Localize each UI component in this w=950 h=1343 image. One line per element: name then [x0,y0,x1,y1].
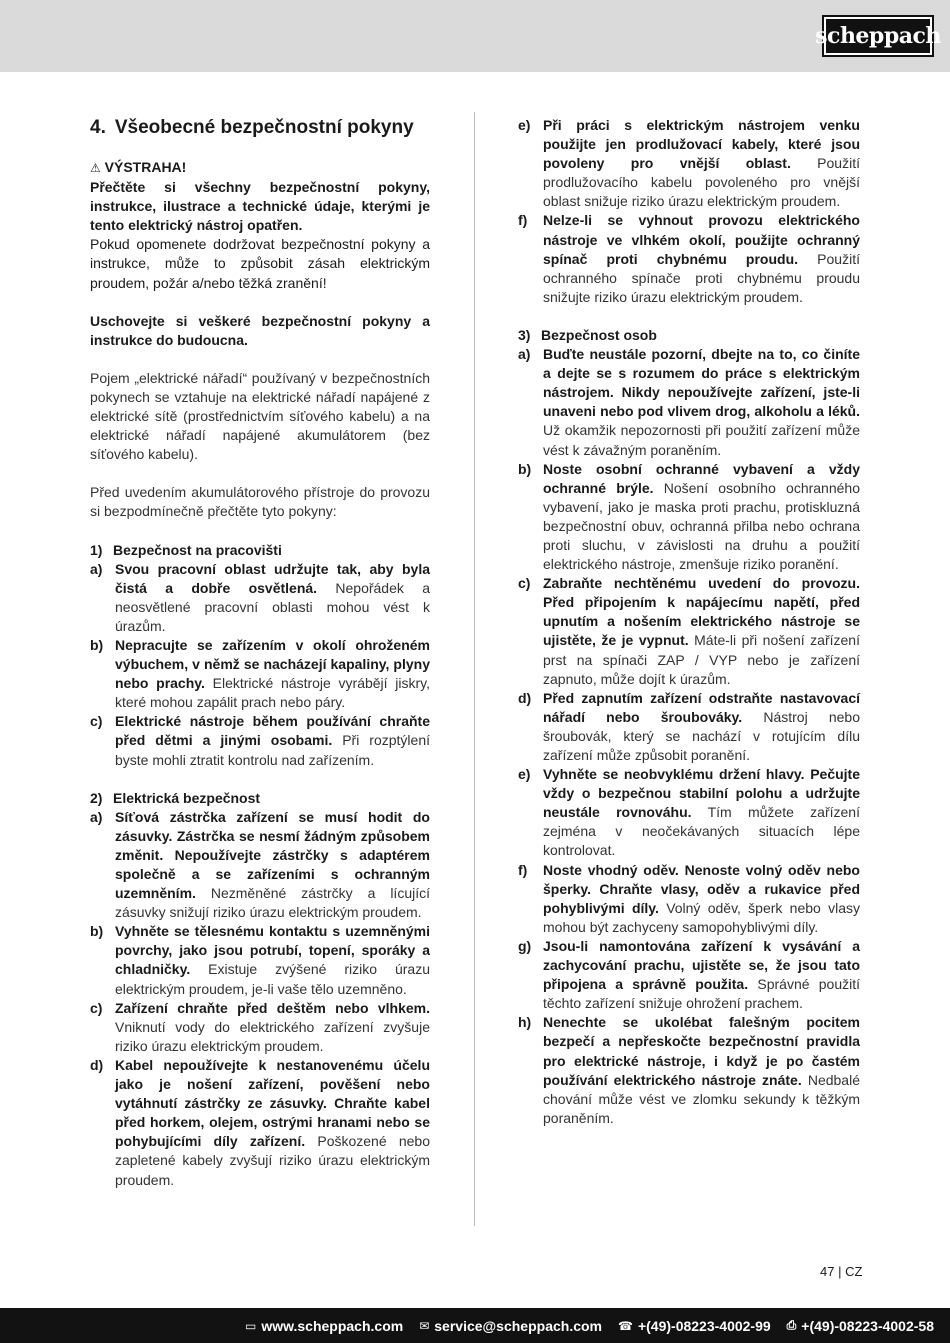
list-item: b) Noste osobní ochranné vybavení a vždy ochranné brýle. Nošení osobního ochranného vybavení, jako je maska proti prachu, protiskluzná bezpečnostní obuv, ochranná přilba nebo ochrana proti sluchu, v závislosti na druhu a použití elektrického nástroje, zmenšuje riziko poranění. [518,460,860,573]
battery-paragraph: Před uvedením akumulátorového přístroje do provozu si bezpodmínečně přečtěte tyto pokyny: [90,484,430,520]
list-item: d) Kabel nepoužívejte k nestanovenému účelu jako je nošení zařízení, pověšení nebo vytáhnutí zástrčky ze zásuvky. Chraňte kabel před horkem, olejem, ostrými hranami nebo se pohybujícími díly zařízení. Poškozené nebo zapletené kabely zvyšují riziko úrazu elektrickým proudem. [90,1056,430,1188]
list-item: f) Noste vhodný oděv. Nenoste volný oděv nebo šperky. Chraňte vlasy, oděv a rukavice před pohyblivými díly. Volný oděv, šperk nebo vlasy mohou být zachyceny samopohyblivými díly. [518,861,860,935]
warning-triangle-icon: ⚠ [90,161,101,175]
list-item: a) Svou pracovní oblast udržujte tak, aby byla čistá a dobře osvětlená. Nepořádek a neosvětlené pracovní oblasti mohou vést k úrazům. [90,560,430,634]
section-title-text: Všeobecné bezpečnostní pokyny [114,117,414,138]
subsection-heading: 2) Elektrická bezpečnost [90,789,261,806]
section-title [90,116,430,140]
list-item: c) Zařízení chraňte před deštěm nebo vlhkem. Vniknutí vody do elektrického zařízení zvyšuje riziko úrazu elektrickým proudem. [90,999,430,1054]
list-item: b) Nepracujte se zařízením v okolí ohroženém výbuchem, v němž se nacházejí kapaliny, plyny nebo prachy. Elektrické nástroje vyrábějí jiskry, které mohou zapálit prach nebo páry. [90,636,430,711]
warning-bold-text: Přečtěte si všechny bezpečnostní pokyny, instrukce, ilustrace a technické údaje, kterými je tento elektrický nástroj opatřen. [90,179,430,234]
brand-logo[interactable] [815,15,941,57]
fax-icon: ⎙ [786,1318,797,1332]
column-divider [474,112,475,1226]
keep-notice: Uschovejte si veškeré bezpečnostní pokyny a instrukce do budoucna. [90,312,430,348]
warning-text: Pokud opomenete dodržovat bezpečnostní pokyny a instrukce, může to způsobit zásah elektrickým proudem, požár a/nebo těžká zranění! [90,236,430,291]
section-number: 4. [90,117,106,138]
footer-website[interactable]: ▭ www.scheppach.com [245,1317,404,1334]
page-number: 47 | CZ [820,1264,863,1279]
footer-fax[interactable]: ⎙ +(49)-08223-4002-58 [786,1317,934,1334]
list-item: g) Jsou-li namontována zařízení k vysávání a zachycování prachu, ujistěte se, že jsou tato připojena a správně použita. Správné použití těchto zařízení snižuje ohrožení prachem. [518,937,861,1012]
footer-email[interactable]: ✉ service@scheppach.com [419,1317,602,1334]
warning-title: VÝSTRAHA! [104,159,187,175]
mail-icon: ✉ [419,1318,430,1333]
header-bar [0,0,950,72]
list-item: e) Při práci s elektrickým nástrojem venku použijte jen prodlužovací kabely, které jsou povoleny pro vnější oblast. Použití prodlužovacího kabelu povoleného pro vnější oblast snižuje riziko úrazu elektrickým proudem. [518,117,860,210]
subsection-heading: 3) Bezpečnost osob [518,326,657,343]
right-column [518,116,860,1128]
list-item: c) Zabraňte nechtěnému uvedení do provozu. Před připojením k napájecímu napětí, před upnutím a nošením elektrického nástroje se ujistěte, že je vypnut. Máte-li při nošení zařízení prst na spínači ZAP / VYP nebo je zařízení zapnuto, může dojít k úrazům. [518,575,860,687]
subsection-heading: 1) Bezpečnost na pracovišti [90,541,282,558]
monitor-icon: ▭ [245,1318,257,1333]
list-item: a) Síťová zástrčka zařízení se musí hodit do zásuvky. Zástrčka se nesmí žádným způsobem změnit. Nepoužívejte zástrčky s adaptérem společně a se zařízeními s ochranným uzemněním. Nezměněné zástrčky a lícující zásuvky snižují riziko úrazu elektrickým proudem. [90,808,430,921]
list-item: f) Nelze-li se vyhnout provozu elektrického nástroje ve vlhkém okolí, použijte ochranný spínač proti chybnému proudu. Použití ochranného spínače proti chybnému proudu snižujte riziko úrazu elektrickým proudem. [518,212,860,305]
list-item: c) Elektrické nástroje během používání chraňte před dětmi a jinými osobami. Při rozptýlení byste mohli ztratit kontrolu nad zařízením. [90,713,430,768]
brand-name: scheppach [815,23,941,49]
list-item: d) Před zapnutím zařízení odstraňte nastavovací nářadí nebo šroubováky. Nástroj nebo šroubovák, který se nachází v rotujícím dílu zařízení může způsobit poranění. [518,689,860,763]
list-item: b) Vyhněte se tělesnému kontaktu s uzemněnými povrchy, jako jsou potrubí, topení, sporáky a chladničky. Existuje zvýšené riziko úrazu elektrickým proudem, je-li vaše tělo uzemněno. [90,923,430,997]
phone-icon: ☎ [618,1318,633,1333]
term-paragraph: Pojem „elektrické nářadí“ používaný v bezpečnostních pokynech se vztahuje na elektrické nářadí napájené z elektrické sítě (prostřednictvím síťového kabelu) a na elektrické nářadí napájené akumulátorem (bez síťového kabelu). [90,369,430,463]
list-item: a) Buďte neustále pozorní, dbejte na to, co činíte a dejte se s rozumem do práce s elektrickým nástrojem. Nikdy nepoužívejte zařízení, jste-li unaveni nebo pod vlivem drog, alkoholu a léků. Už okamžik nepozornosti při použití zařízení může vést k závažným poraněním. [518,346,860,458]
warning-heading [90,158,430,178]
list-item: e) Vyhněte se neobvyklému držení hlavy. Pečujte vždy o bezpečnou stabilní polohu a udržujte neustále rovnováhu. Tím můžete zařízení zejména v neočekávaných situacích lépe kontrolovat. [518,766,860,859]
footer-phone[interactable]: ☎ +(49)-08223-4002-99 [618,1317,771,1334]
footer-bar [0,1308,950,1343]
left-column [90,116,430,1190]
list-item: h) Nenechte se ukolébat falešným pocitem bezpečí a nepřeskočte bezpečnostní pravidla pro elektrické nástroje, i když je po častém používání elektrického nástroje znáte. Nedbalé chování může vést ve zlomku sekundy k těžkým poraněním. [518,1014,860,1126]
